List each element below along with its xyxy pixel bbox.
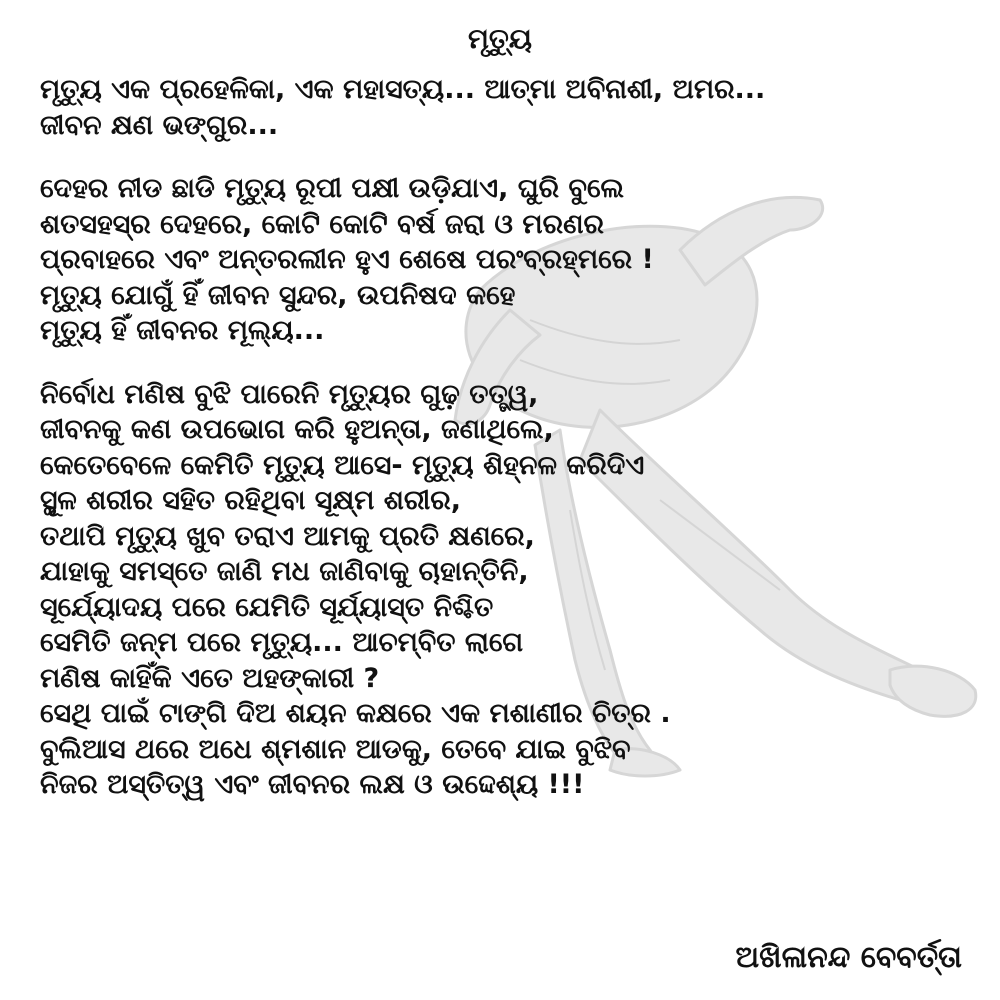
poem-line: ସ୍ଥୂଳ ଶରୀର ସହିତ ରହିଥିବା ସୂକ୍ଷ୍ମ ଶରୀର, xyxy=(40,485,461,516)
poem-line: ଜୀବନ କ୍ଷଣ ଭଙ୍ଗୁର... xyxy=(40,109,279,141)
poem-line: କେତେବେଳେ କେମିତି ମୃତ୍ୟୁ ଆସେ- ମୃତ୍ୟୁ ଶିହ୍ନଳ କରିଦିଏ xyxy=(40,449,645,481)
poem-line: ସୂର୍ଯ୍ୟୋଦୟ ପରେ ଯେମିତି ସୂର୍ଯ୍ୟାସ୍ତ ନିଶ୍ଚିତ xyxy=(40,591,494,623)
poem-line: ମୃତ୍ୟୁ ଯୋଗୁଁ ହିଁ ଜୀବନ ସୁନ୍ଦର, ଉପନିଷଦ କହେ xyxy=(40,279,516,311)
stanza-3 xyxy=(40,377,960,803)
poem-line: ଶତସହସ୍ର ଦେହରେ, କୋଟି କୋଟି ବର୍ଷ ଜରା ଓ ମରଣର xyxy=(40,208,604,240)
poem-line: ମୃତ୍ୟୁ ହିଁ ଜୀବନର ମୂଲ୍ୟ... xyxy=(40,315,325,346)
poem-line: ମଣିଷ କାହିଁକି ଏତେ ଅହଙ୍କାରୀ ? xyxy=(40,662,380,694)
poem-line: ନିଜର ଅସ୍ତିତ୍ୱ ଏବଂ ଜୀବନର ଲକ୍ଷ ଓ ଉଦ୍ଦେଶ୍ୟ !!! xyxy=(40,769,585,800)
poem-line: ତଥାପି ମୃତ୍ୟୁ ଖୁବ ତରାଏ ଆମକୁ ପ୍ରତି କ୍ଷଣରେ, xyxy=(40,520,535,552)
poem-line: ନିର୍ବୋଧ ମଣିଷ ବୁଝି ପାରେନି ମୃତ୍ୟୁର ଗୁଢ଼ ତତ୍ତ୍ୱ, xyxy=(40,378,539,410)
poem-line: ଦେହର ନୀଡ ଛାଡି ମୃତ୍ୟୁ ରୂପୀ ପକ୍ଷୀ ଉଡ଼ିଯାଏ, ଘୁରି ବୁଲେ xyxy=(40,173,624,204)
poem-line: ବୁଲିଆସ ଥରେ ଅଧେ ଶ୍ମଶାନ ଆଡକୁ, ତେବେ ଯାଇ ବୁଝିବ xyxy=(40,733,631,765)
poem-line: ସେମିତି ଜନ୍ମ ପରେ ମୃତ୍ୟୁ... ଆଚମ୍ବିତ ଲାଗେ xyxy=(40,627,524,658)
poem-line: ସେଥି ପାଇଁ ଟାଙ୍ଗି ଦିଅ ଶୟନ କକ୍ଷରେ ଏକ ମଶାଣୀର ଚିତ୍ର . xyxy=(40,698,671,729)
poem-body xyxy=(40,72,960,831)
poem-title: ମୃତ୍ୟୁ xyxy=(467,22,532,55)
poem-line: ଯାହାକୁ ସମସ୍ତେ ଜାଣି ମଧ ଜାଣିବାକୁ ଚାହାନ୍ତିନି, xyxy=(40,556,529,587)
poem-line: ପ୍ରବାହରେ ଏବଂ ଅନ୍ତରଲୀନ ହୁଏ ଶେଷେ ପରଂବ୍ରହ୍ମରେ ! xyxy=(40,244,654,275)
poem-line: ମୃତ୍ୟୁ ଏକ ପ୍ରହେଳିକା, ଏକ ମହାସତ୍ୟ... ଆତ୍ମା ଅବିନାଶୀ, ଅମର... xyxy=(40,74,766,105)
author-name: ଅଖିଳାନନ୍ଦ ବେବର୍ତ୍ତା xyxy=(735,940,962,975)
stanza-2 xyxy=(40,171,960,349)
stanza-1 xyxy=(40,72,960,143)
poem-line: ଜୀବନକୁ କଣ ଉପଭୋଗ କରି ହୁଅନ୍ତା, ଜଣାଥିଲେ, xyxy=(40,414,554,445)
